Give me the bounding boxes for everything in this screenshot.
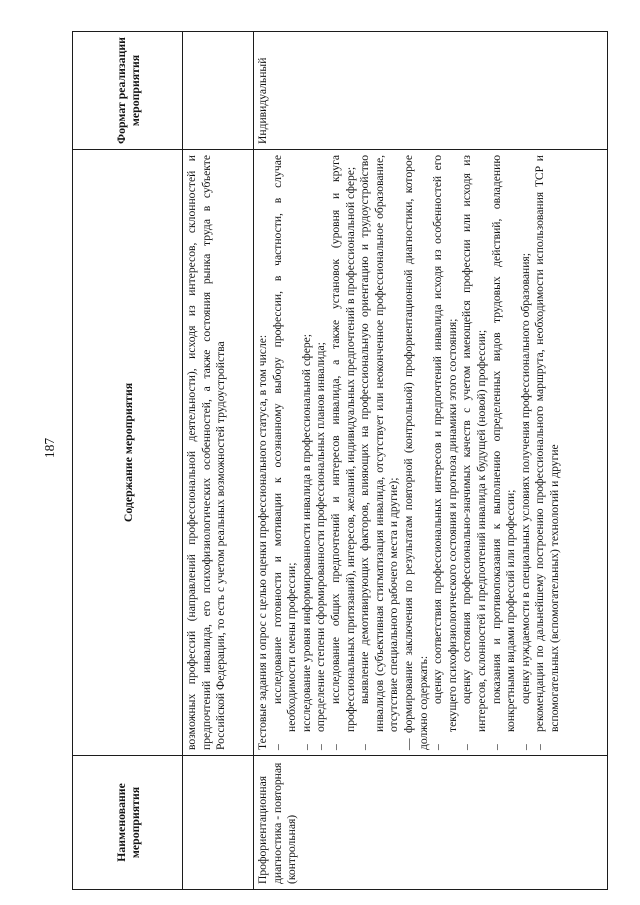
list-item-text: оценку соответствия профессиональных интересов и предпочтений инвалида исходя из особенностей его текущего психофизиологического состояния и прогноза динамики этого состояния;	[431, 155, 459, 732]
header-format: Формат реализации мероприятия	[73, 32, 183, 150]
list-item-text: исследование общих предпочтений и интересов инвалида, а также установок (уровня и круга профессиональных притязаний), интересов, желаний, индивидуальных предпочтений в профессиональной сфере;	[328, 155, 357, 732]
row2-format: Индивидуальный	[256, 57, 269, 144]
row2-intro: Тестовые задания и опрос с целью оценки профессионального статуса, в том числе:	[256, 334, 269, 750]
list-item-text: исследование готовности и мотивации к осознанному выбору профессии, в частности, в случае необходимости смены профессии;	[270, 155, 299, 732]
list-item	[314, 155, 329, 750]
list-item	[533, 155, 562, 750]
list-item-text: определение степени сформированности профессиональных планов инвалида;	[314, 342, 328, 732]
table-row	[183, 32, 254, 890]
row1-format-cell	[183, 32, 254, 150]
list-dash: –	[328, 744, 342, 750]
list-item-text: оценку нуждаемости в специальных условиях получения профессионального образования;	[518, 253, 532, 704]
list-item-text: оценку состояния профессионально-значимых качеств с учетом имеющейся профессии или исходя из интересов, склонностей и предпочтений инвалида к будущей (новой) профессии;	[460, 155, 488, 732]
list-item-text: исследование уровня информированности инвалида в профессиональной сфере;	[299, 333, 313, 732]
rotated-table-area	[72, 32, 608, 890]
table-header-row	[73, 32, 183, 890]
page-number	[36, 430, 64, 466]
list-dash: –	[460, 744, 474, 750]
list-item	[460, 155, 489, 750]
list-item-text: показания и противопоказания к выполнению определенных видов трудовых действий, овладению конкретными видами профессий или профессии;	[489, 155, 518, 732]
list-item	[358, 155, 402, 750]
list-item-text: рекомендации по дальнейшему построению профессионального маршрута, необходимости использования ТСР и вспомогательных (вспомогательных) технологий и другие	[533, 155, 561, 732]
list-item	[519, 155, 534, 750]
list-dash: –	[358, 744, 372, 750]
list-dash: –	[431, 744, 445, 750]
list-dash: –	[314, 744, 328, 750]
list-item	[271, 155, 300, 750]
row1-name-cell	[183, 756, 254, 890]
page-number-text: 187	[42, 437, 57, 459]
table-row	[254, 32, 608, 890]
measures-table	[72, 31, 608, 890]
row2-name: Профориентационная диагностика - повторная (контрольная)	[256, 762, 299, 884]
list-item	[329, 155, 358, 750]
list-item	[490, 155, 519, 750]
row2-format-cell	[254, 32, 608, 150]
list-dash: –	[270, 744, 284, 750]
table-rotation-wrapper	[72, 32, 608, 890]
row2-content-cell	[254, 150, 608, 756]
list-item	[431, 155, 460, 750]
row2-name-cell	[254, 756, 608, 890]
header-name: Наименование мероприятия	[73, 756, 183, 890]
list-item	[300, 155, 315, 750]
header-content: Содержание мероприятия	[73, 150, 183, 756]
list-dash: –	[518, 744, 532, 750]
list-dash: –	[489, 744, 503, 750]
row1-content-cell	[183, 150, 254, 756]
row2-conclusion: — формирование заключения по результатам повторной (контрольной) профориентационной диагностики, которое должно содержать:	[401, 155, 430, 750]
row1-content: возможных профессий (направлений профессиональной деятельности), исходя из интересов, склонностей и предпочтений инвалида, его психофизиологических особенностей, а также состояния рынка труда в субъекте Российской Федерации, то есть с учетом реальных возможностей трудоустройства	[185, 155, 228, 750]
list-dash: –	[533, 744, 547, 750]
list-dash: –	[299, 744, 313, 750]
list-item-text: выявление демотивирующих факторов, влияющих на профессиональную ориентацию и трудоустройство инвалидов (субъективная стигматизация инвалида, отсутствует или неоконченное профессиональное образование, отсутствие специального рабочего места и другие);	[358, 155, 401, 732]
